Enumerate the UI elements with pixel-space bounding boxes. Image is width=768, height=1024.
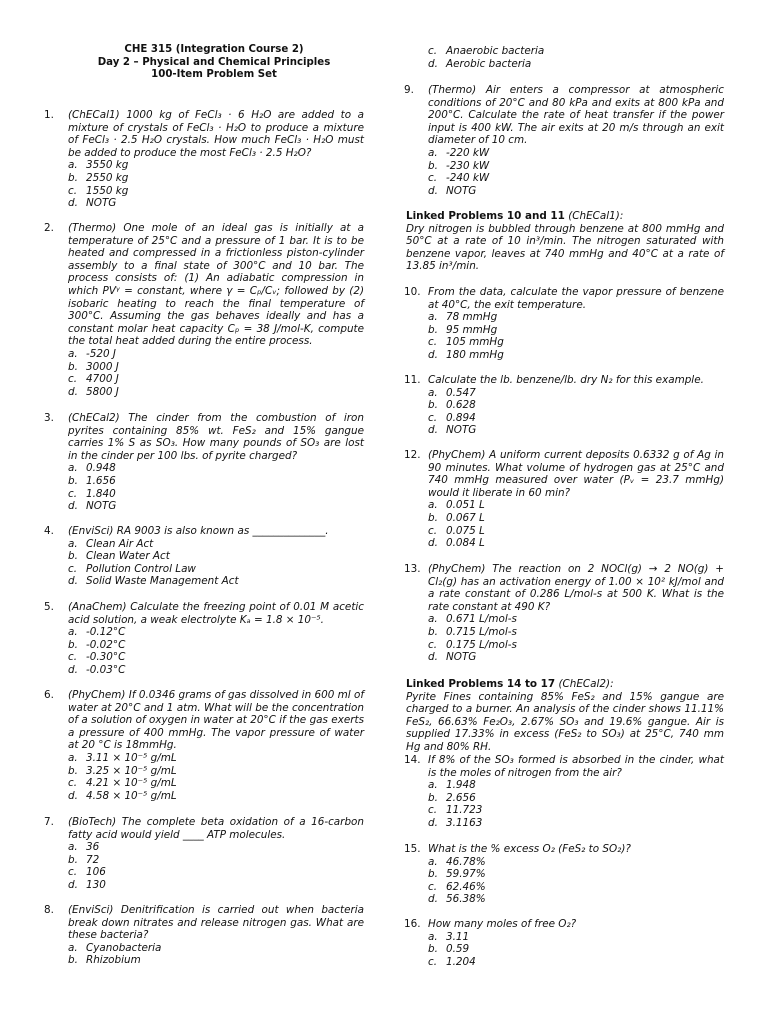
- question-7: 7. (BioTech) The complete beta oxidation of a 16-carbon fatty acid would yield ____ ATP molecules. a. 36 b. 72 c. 106 d. 130: [44, 816, 364, 891]
- question-9: 9. (Thermo) Air enters a compressor at atmospheric conditions of 20°C and 80 kPa and exits at 800 kPa and 200°C. Calculate the rate of heat transfer if the power input is 400 kW. The air exits at 20 m/s through an exit diameter of 10 cm. a. -220 kW b. -230 kW c. -240 kW d. NOTG: [404, 84, 724, 197]
- option: b. Clean Water Act: [68, 550, 170, 563]
- option: c. 1.204: [428, 955, 476, 968]
- question-11: 11. Calculate the lb. benzene/lb. dry N₂ for this example. a. 0.547 b. 0.628 c. 0.894 d. NOTG: [404, 374, 704, 437]
- option: d. 4.58 × 10⁻⁵ g/mL: [68, 789, 177, 802]
- option: d. 3.1163: [428, 816, 483, 829]
- option: b. Rhizobium: [68, 954, 141, 967]
- day-title: Day 2 – Physical and Chemical Principles: [97, 56, 331, 68]
- option: c. 1550 kg: [68, 184, 129, 197]
- linked-description: Pyrite Fines containing 85% FeS₂ and 15% gangue are charged to a burner. An analysis of the cinder shows 11.11% FeS₂, 66.63% Fe₂O₃, 2.67% SO₃ and 19.6% gangue. Air is supplied 17.33% in excess (FeS₂ to SO₃) at 25°C, 740 mm Hg and 80% RH.: [406, 690, 724, 753]
- question-16: 16. How many moles of free O₂? a. 3.11 b. 0.59 c. 1.204: [404, 918, 577, 968]
- option: c. 11.723: [428, 804, 483, 817]
- option: c. 105 mmHg: [428, 336, 504, 349]
- option: b. -0.02°C: [68, 638, 126, 651]
- course-title: CHE 315 (Integration Course 2): [124, 44, 304, 55]
- linked-title: Linked Problems 14 to 17: [406, 678, 556, 690]
- option: c. -240 kW: [428, 172, 490, 185]
- question-stem: (PhyChem) A uniform current deposits 0.6332 g of Ag in 90 minutes. What volume of hydrogen gas at 25°C and 740 mmHg measured over water (Pᵥ = 23.7 mmHg) would it liberate in 60 min?: [428, 449, 724, 499]
- option: c. 0.894: [428, 411, 476, 424]
- option: c. 106: [68, 866, 106, 879]
- question-12: 12. (PhyChem) A uniform current deposits 0.6332 g of Ag in 90 minutes. What volume of hydrogen gas at 25°C and 740 mmHg measured over water (Pᵥ = 23.7 mmHg) would it liberate in 60 min? a. 0.051 L b. 0.067 L c. 0.075 L d. 0.084 L: [404, 449, 724, 550]
- question-stem: (Thermo) One mole of an ideal gas is initially at a temperature of 25°C and a pressure of 1 bar. It is to be heated and compressed in a frictionless piston-cylinder assembly to a final state of 300°C and 10 bar. The process consists of: (1) An adiabatic compression in which PVᵞ = constant, where γ = Cₚ/Cᵥ; followed by (2) isobaric heating to reach the final temperature of 300°C. Assuming the gas behaves ideally and has a constant molar heat capacity Cₚ = 38 J/mol-K, compute the total heat added during the entire process.: [68, 222, 364, 348]
- question-stem: (ChECal2) The cinder from the combustion of iron pyrites containing 85% wt. FeS₂ and 15% gangue carries 1% S as SO₃. How many pounds of SO₃ are lost in the cinder per 100 lbs. of pyrite charged?: [68, 412, 364, 462]
- option: a. 46.78%: [428, 855, 486, 868]
- option: d. 5800 J: [68, 385, 119, 398]
- option: d. 130: [68, 878, 106, 891]
- linked-title: Linked Problems 10 and 11: [406, 210, 565, 222]
- option: b. 95 mmHg: [428, 323, 498, 336]
- set-title: 100-Item Problem Set: [151, 69, 277, 81]
- option: c. 62.46%: [428, 880, 486, 893]
- option: a. 0.547: [428, 386, 476, 399]
- option: d. NOTG: [428, 651, 477, 664]
- question-stem: (AnaChem) Calculate the freezing point of 0.01 M acetic acid solution, a weak electrolyte Kₐ = 1.8 × 10⁻⁵.: [68, 601, 364, 626]
- question-15: 15. What is the % excess O₂ (FeS₂ to SO₂)? a. 46.78% b. 59.97% c. 62.46% d. 56.38%: [404, 843, 631, 906]
- option: a. -220 kW: [428, 146, 490, 159]
- option: a. 36: [68, 841, 100, 854]
- question-stem: What is the % excess O₂ (FeS₂ to SO₂)?: [428, 843, 631, 855]
- option: d. NOTG: [68, 500, 117, 513]
- question-8: 8. (EnviSci) Denitrification is carried out when bacteria break down nitrates and release nitrogen gas. What are these bacteria? a. Cyanobacteria b. Rhizobium: [44, 904, 364, 967]
- option: a. 3.11: [428, 930, 470, 943]
- question-stem: (BioTech) The complete beta oxidation of a 16-carbon fatty acid would yield ____ ATP molecules.: [68, 816, 364, 841]
- option: b. 72: [68, 853, 100, 866]
- option: b. 0.59: [428, 943, 470, 956]
- option: d. 180 mmHg: [428, 348, 504, 361]
- question-13: 13. (PhyChem) The reaction on 2 NOCl(g) → 2 NO(g) + Cl₂(g) has an activation energy of 1.00 × 10² kJ/mol and a rate constant of 0.286 L/mol-s at 500 K. What is the rate constant at 490 K? a. 0.671 L/mol-s b. 0.715 L/mol-s c. 0.175 L/mol-s d. NOTG: [404, 563, 724, 664]
- question-4: 4. (EnviSci) RA 9003 is also known as ______________. a. Clean Air Act b. Clean Water Act c. Pollution Control Law d. Solid Waste Management Act: [44, 525, 329, 588]
- option: c. 4.21 × 10⁻⁵ g/mL: [68, 777, 177, 790]
- option: b. 0.715 L/mol-s: [428, 625, 517, 638]
- option: b. 0.067 L: [428, 511, 485, 524]
- option: a. 78 mmHg: [428, 311, 498, 324]
- question-stem: If 8% of the SO₃ formed is absorbed in the cinder, what is the moles of nitrogen from the air?: [428, 754, 724, 779]
- option: a. 0.051 L: [428, 499, 485, 512]
- question-2: 2. (Thermo) One mole of an ideal gas is initially at a temperature of 25°C and a pressure of 1 bar. It is to be heated and compressed in a frictionless piston-cylinder assembly to a final state of 300°C and 10 bar. The process consists of: (1) An adiabatic compression in which PVᵞ = constant, where γ = Cₚ/Cᵥ; followed by (2) isobaric heating to reach the final temperature of 300°C. Assuming the gas behaves ideally and has a constant molar heat capacity Cₚ = 38 J/mol-K, compute the total heat added during the entire process. a. -520 J b. 3000 J c. 4700 J d. 5800 J: [44, 222, 364, 398]
- option: c. 0.075 L: [428, 524, 485, 537]
- option: c. Anaerobic bacteria: [428, 45, 545, 57]
- question-stem: (Thermo) Air enters a compressor at atmospheric conditions of 20°C and 80 kPa and exits at 800 kPa and 200°C. Calculate the rate of heat transfer if the power input is 400 kW. The air exits at 20 m/s through an exit diameter of 10 cm.: [428, 84, 724, 147]
- question-stem: Calculate the lb. benzene/lb. dry N₂ for this example.: [428, 374, 704, 386]
- option: c. -0.30°C: [68, 651, 126, 664]
- option: b. -230 kW: [428, 159, 490, 172]
- question-14: 14. If 8% of the SO₃ formed is absorbed in the cinder, what is the moles of nitrogen from the air? a. 1.948 b. 2.656 c. 11.723 d. 3.1163: [404, 754, 724, 829]
- option: c. Pollution Control Law: [68, 562, 196, 575]
- option: d. 0.084 L: [428, 537, 485, 550]
- option: d. NOTG: [68, 197, 117, 210]
- option: b. 59.97%: [428, 868, 486, 881]
- question-stem: (EnviSci) RA 9003 is also known as ______________.: [68, 525, 329, 537]
- option: d. NOTG: [428, 184, 477, 197]
- option: d. 56.38%: [428, 893, 486, 906]
- option: d. -0.03°C: [68, 663, 126, 676]
- question-8-continued: [404, 45, 544, 70]
- question-stem: (EnviSci) Denitrification is carried out when bacteria break down nitrates and release nitrogen gas. What are these bacteria?: [68, 904, 364, 942]
- question-1: 1. (ChECal1) 1000 kg of FeCl₃ · 6 H₂O are added to a mixture of crystals of FeCl₃ · H₂O to produce a mixture of FeCl₃ · 2.5 H₂O crystals. How much FeCl₃ · H₂O must be added to produce the most FeCl₃ · 2.5 H₂O? a. 3550 kg b. 2550 kg c. 1550 kg d. NOTG: [44, 109, 364, 210]
- document-header: [44, 44, 384, 82]
- question-10: 10. From the data, calculate the vapor pressure of benzene at 40°C, the exit temperature. a. 78 mmHg b. 95 mmHg c. 105 mmHg d. 180 mmHg: [404, 286, 724, 361]
- question-3: 3. (ChECal2) The cinder from the combustion of iron pyrites containing 85% wt. FeS₂ and 15% gangue carries 1% S as SO₃. How many pounds of SO₃ are lost in the cinder per 100 lbs. of pyrite charged? a. 0.948 b. 1.656 c. 1.840 d. NOTG: [44, 412, 364, 513]
- question-stem: From the data, calculate the vapor pressure of benzene at 40°C, the exit temperature.: [428, 286, 724, 311]
- option: b. 3000 J: [68, 360, 119, 373]
- option: d. Aerobic bacteria: [428, 57, 532, 70]
- question-stem: (PhyChem) The reaction on 2 NOCl(g) → 2 NO(g) + Cl₂(g) has an activation energy of 1.00 × 10² kJ/mol and a rate constant of 0.286 L/mol-s at 500 K. What is the rate constant at 490 K?: [428, 563, 724, 613]
- question-stem: (ChECal1) 1000 kg of FeCl₃ · 6 H₂O are added to a mixture of crystals of FeCl₃ · H₂O to produce a mixture of FeCl₃ · 2.5 H₂O crystals. How much FeCl₃ · H₂O must be added to produce the most FeCl₃ · 2.5 H₂O?: [68, 109, 364, 159]
- question-stem: (PhyChem) If 0.0346 grams of gas dissolved in 600 ml of water at 20°C and 1 atm. What will be the concentration of a solution of oxygen in water at 20°C if the gas exerts a pressure of 400 mmHg. The vapor pressure of water at 20 °C is 18mmHg.: [68, 689, 364, 752]
- option: a. 0.671 L/mol-s: [428, 613, 517, 626]
- linked-problems-14-17: Linked Problems 14 to 17 (ChECal2): Pyrite Fines containing 85% FeS₂ and 15% gangue are charged to a burner. An analysis of the cinder shows 11.11% FeS₂, 66.63% Fe₂O₃, 2.67% SO₃ and 19.6% gangue. Air is supplied 17.33% in excess (FeS₂ to SO₃) at 25°C, 740 mm Hg and 80% RH.: [406, 678, 724, 753]
- option: d. Solid Waste Management Act: [68, 575, 239, 588]
- option: a. 3.11 × 10⁻⁵ g/mL: [68, 751, 177, 764]
- question-6: 6. (PhyChem) If 0.0346 grams of gas dissolved in 600 ml of water at 20°C and 1 atm. What will be the concentration of a solution of oxygen in water at 20°C if the gas exerts a pressure of 400 mmHg. The vapor pressure of water at 20 °C is 18mmHg. a. 3.11 × 10⁻⁵ g/mL b. 3.25 × 10⁻⁵ g/mL c. 4.21 × 10⁻⁵ g/mL d. 4.58 × 10⁻⁵ g/mL: [44, 689, 364, 802]
- option: c. 0.175 L/mol-s: [428, 638, 517, 651]
- option: a. 0.948: [68, 462, 116, 475]
- option: a. -0.12°C: [68, 626, 126, 639]
- option: a. 3550 kg: [68, 159, 129, 172]
- option: b. 2.656: [428, 791, 476, 804]
- option: b. 0.628: [428, 399, 476, 412]
- option: b. 3.25 × 10⁻⁵ g/mL: [68, 764, 177, 777]
- option: a. Clean Air Act: [68, 537, 154, 550]
- question-stem: How many moles of free O₂?: [428, 918, 577, 930]
- option: b. 2550 kg: [68, 171, 129, 184]
- option: a. 1.948: [428, 779, 476, 792]
- question-5: 5. (AnaChem) Calculate the freezing point of 0.01 M acetic acid solution, a weak electrolyte Kₐ = 1.8 × 10⁻⁵. a. -0.12°C b. -0.02°C c. -0.30°C d. -0.03°C: [44, 601, 364, 676]
- linked-description: Dry nitrogen is bubbled through benzene at 800 mmHg and 50°C at a rate of 10 in³/min. The nitrogen saturated with benzene vapor, leaves at 740 mmHg and 40°C at a rate of 13.85 in³/min.: [406, 222, 724, 273]
- option: c. 1.840: [68, 487, 116, 500]
- option: a. -520 J: [68, 347, 116, 360]
- option: b. 1.656: [68, 474, 116, 487]
- option: c. 4700 J: [68, 373, 119, 386]
- option: d. NOTG: [428, 424, 477, 437]
- linked-problems-10-11: Linked Problems 10 and 11 (ChECal1): Dry nitrogen is bubbled through benzene at 800 mmHg and 50°C at a rate of 10 in³/min. The nitrogen saturated with benzene vapor, leaves at 740 mmHg and 40°C at a rate of 13.85 in³/min.: [406, 210, 724, 273]
- option: a. Cyanobacteria: [68, 941, 162, 954]
